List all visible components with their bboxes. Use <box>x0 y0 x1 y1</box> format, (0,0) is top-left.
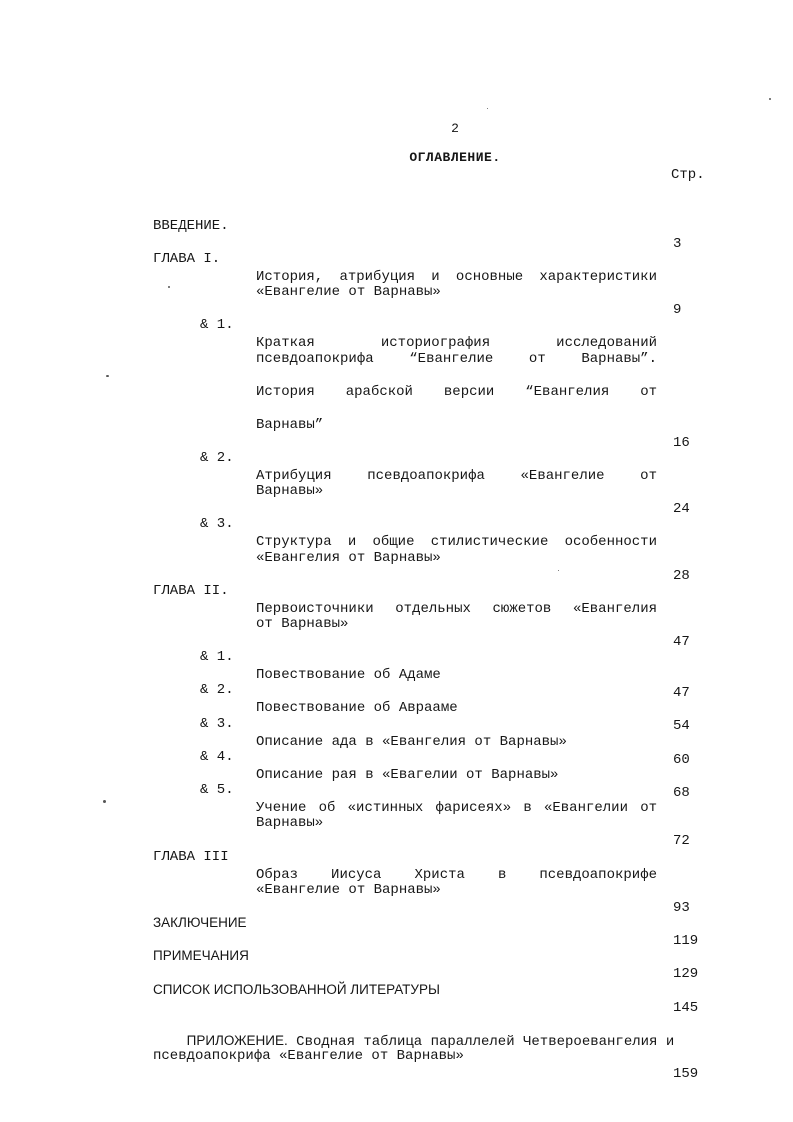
toc-entry-label: СПИСОК ИСПОЛЬЗОВАННОЙ ЛИТЕРАТУРЫ <box>153 982 440 997</box>
toc-entry-page: 9 <box>673 302 682 318</box>
toc-entry-appendix <box>0 996 793 1050</box>
toc-entry-text-line: Атрибуция псевдоапокрифа «Евангелие от <box>256 468 657 484</box>
toc-entry-section-marker: & 3. <box>200 716 234 732</box>
toc-entry-section-marker: & 1. <box>200 649 234 665</box>
toc-entry-page: 47 <box>673 685 690 701</box>
toc-entry-text-line: История арабской версии “Евангелия от <box>256 384 657 400</box>
toc-entry-text-line: «Евангелия от Варнавы» <box>256 550 441 566</box>
toc-entry-page: 24 <box>673 501 690 517</box>
toc-entry-page: 93 <box>673 900 690 916</box>
toc-entry-page: 159 <box>673 1066 699 1082</box>
page-number: 2 <box>451 121 459 136</box>
toc-entry-text-line: Первоисточники отдельных сюжетов «Евангелия <box>256 601 657 617</box>
toc-entry-page: 3 <box>673 236 682 252</box>
scan-speck <box>769 98 771 100</box>
toc-entry-section-1-1-cont <box>0 365 793 401</box>
toc-entry-text-line: Учение об «истинных фарисеях» в «Евангелии от <box>256 800 657 816</box>
toc-entry-page: 129 <box>673 966 699 982</box>
toc-entry-text-line: Варнавы» <box>256 815 324 831</box>
toc-entry-label: ПРИМЕЧАНИЯ <box>153 948 249 963</box>
toc-entry-section-marker: & 2. <box>200 682 234 698</box>
toc-entry-page: 119 <box>673 933 699 949</box>
page-column-header: Стр. <box>671 167 705 183</box>
scan-speck <box>103 800 106 803</box>
toc-entry-section-marker: & 2. <box>200 450 234 466</box>
toc-entry-text-line: псевдоапокрифа “Евангелие от Варнавы”. <box>256 351 657 367</box>
toc-entry-page: 28 <box>673 568 690 584</box>
toc-entry-page: 72 <box>673 833 690 849</box>
toc-entry-text-line: псевдоапокрифа «Евангелие от Варнавы» <box>153 1048 464 1064</box>
scan-speck <box>558 570 559 571</box>
toc-entry-label: ГЛАВА I. <box>153 251 221 267</box>
toc-entry-text-line: Варнавы» <box>256 483 324 499</box>
scan-speck <box>487 108 488 109</box>
scan-speck <box>168 286 170 288</box>
toc-entry-text-line: Краткая историография исследований <box>256 335 657 351</box>
toc-entry-text-line: История, атрибуция и основные характеристики <box>256 269 657 285</box>
scan-speck <box>106 375 109 377</box>
toc-entry-section-marker: & 5. <box>200 782 234 798</box>
toc-entry-text-line: Сводная таблица параллелей Четвероевангелия и <box>296 1034 675 1050</box>
toc-entry-page: 54 <box>673 718 690 734</box>
toc-entry-label: ЗАКЛЮЧЕНИЕ <box>153 915 247 930</box>
toc-entry-text-line: Описание ада в «Евангелия от Варнавы» <box>256 734 567 750</box>
toc-entry-section-marker: & 1. <box>200 317 234 333</box>
toc-entry-text-line: Варнавы” <box>256 417 324 433</box>
toc-entry-page: 16 <box>673 435 690 451</box>
toc-entry-text-line: Повествование об Адаме <box>256 667 441 683</box>
toc-entry-page: 68 <box>673 785 690 801</box>
toc-entry-page: 47 <box>673 634 690 650</box>
toc-entry-page: 60 <box>673 752 690 768</box>
toc-entry-text-line: «Евангелие от Варнавы» <box>256 284 441 300</box>
toc-entry-section-marker: & 3. <box>200 516 234 532</box>
toc-entry-text-line: от Варнавы» <box>256 616 349 632</box>
toc-entry-section-1-1-cont <box>0 332 793 368</box>
toc-entry-text-line: Описание рая в «Евагелии от Варнавы» <box>256 767 559 783</box>
toc-entry-text-line: Повествование об Аврааме <box>256 700 458 716</box>
toc-title: ОГЛАВЛЕНИЕ. <box>409 150 501 165</box>
toc-entry-page: 145 <box>673 1000 699 1016</box>
toc-entry-section-marker: & 4. <box>200 749 234 765</box>
toc-entry-label: ПРИЛОЖЕНИЕ. <box>186 1033 288 1048</box>
toc-entry-label: ГЛАВА II. <box>153 583 229 599</box>
toc-entry-text-line: Образ Иисуса Христа в псевдоапокрифе <box>256 867 657 883</box>
toc-entry-label: ВВЕДЕНИЕ. <box>153 218 229 234</box>
toc-entry-appendix-cont <box>0 1029 793 1083</box>
toc-entry-label: ГЛАВА III <box>153 849 229 865</box>
toc-entry-text-line: «Евангелие от Варнавы» <box>256 882 441 898</box>
toc-entry-text-line: Структура и общие стилистические особенности <box>256 534 657 550</box>
